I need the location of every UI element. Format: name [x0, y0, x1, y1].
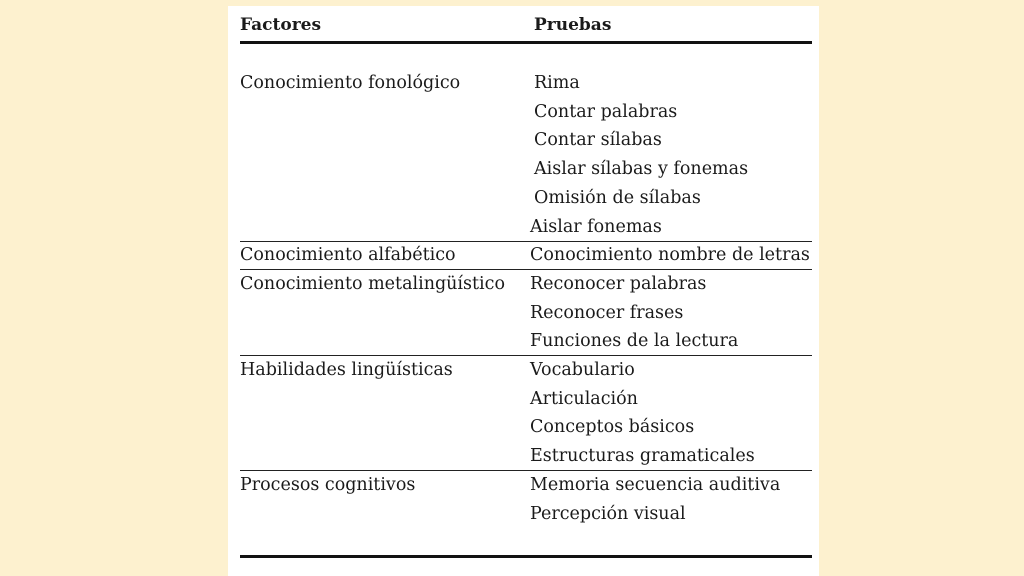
table-header: [240, 6, 812, 44]
prueba-rima: Rima: [534, 73, 580, 93]
prueba-percepcion-visual: Percepción visual: [530, 504, 686, 524]
factor-habilidades-linguisticas: Habilidades lingüísticas: [240, 360, 453, 380]
prueba-conocimiento-nombre-letras: Conocimiento nombre de letras: [530, 245, 810, 265]
row-divider: [240, 355, 812, 356]
header-pruebas: Pruebas: [534, 15, 612, 35]
factor-conocimiento-metalinguistico: Conocimiento metalingüístico: [240, 274, 505, 294]
prueba-estructuras-gramaticales: Estructuras gramaticales: [530, 446, 755, 466]
prueba-funciones-lectura: Funciones de la lectura: [530, 331, 739, 351]
row-divider: [240, 470, 812, 471]
prueba-reconocer-frases: Reconocer frases: [530, 303, 684, 323]
factors-table: [240, 6, 812, 524]
prueba-contar-silabas: Contar sílabas: [534, 130, 662, 150]
prueba-conceptos-basicos: Conceptos básicos: [530, 417, 695, 437]
factor-conocimiento-alfabetico: Conocimiento alfabético: [240, 245, 456, 265]
prueba-omision-silabas: Omisión de sílabas: [534, 188, 701, 208]
row-divider: [240, 269, 812, 270]
prueba-contar-palabras: Contar palabras: [534, 102, 678, 122]
prueba-aislar-fonemas: Aislar fonemas: [530, 217, 662, 237]
prueba-aislar-silabas-fonemas: Aislar sílabas y fonemas: [534, 159, 749, 179]
factor-procesos-cognitivos: Procesos cognitivos: [240, 475, 416, 495]
factor-conocimiento-fonologico: Conocimiento fonológico: [240, 73, 461, 93]
row-divider: [240, 241, 812, 242]
header-factores: Factores: [240, 15, 322, 35]
document-page: [228, 6, 819, 576]
prueba-vocabulario: Vocabulario: [530, 360, 635, 380]
table-bottom-rule: [240, 555, 812, 558]
prueba-memoria-secuencia-auditiva: Memoria secuencia auditiva: [530, 475, 781, 495]
prueba-reconocer-palabras: Reconocer palabras: [530, 274, 707, 294]
prueba-articulacion: Articulación: [530, 389, 638, 409]
